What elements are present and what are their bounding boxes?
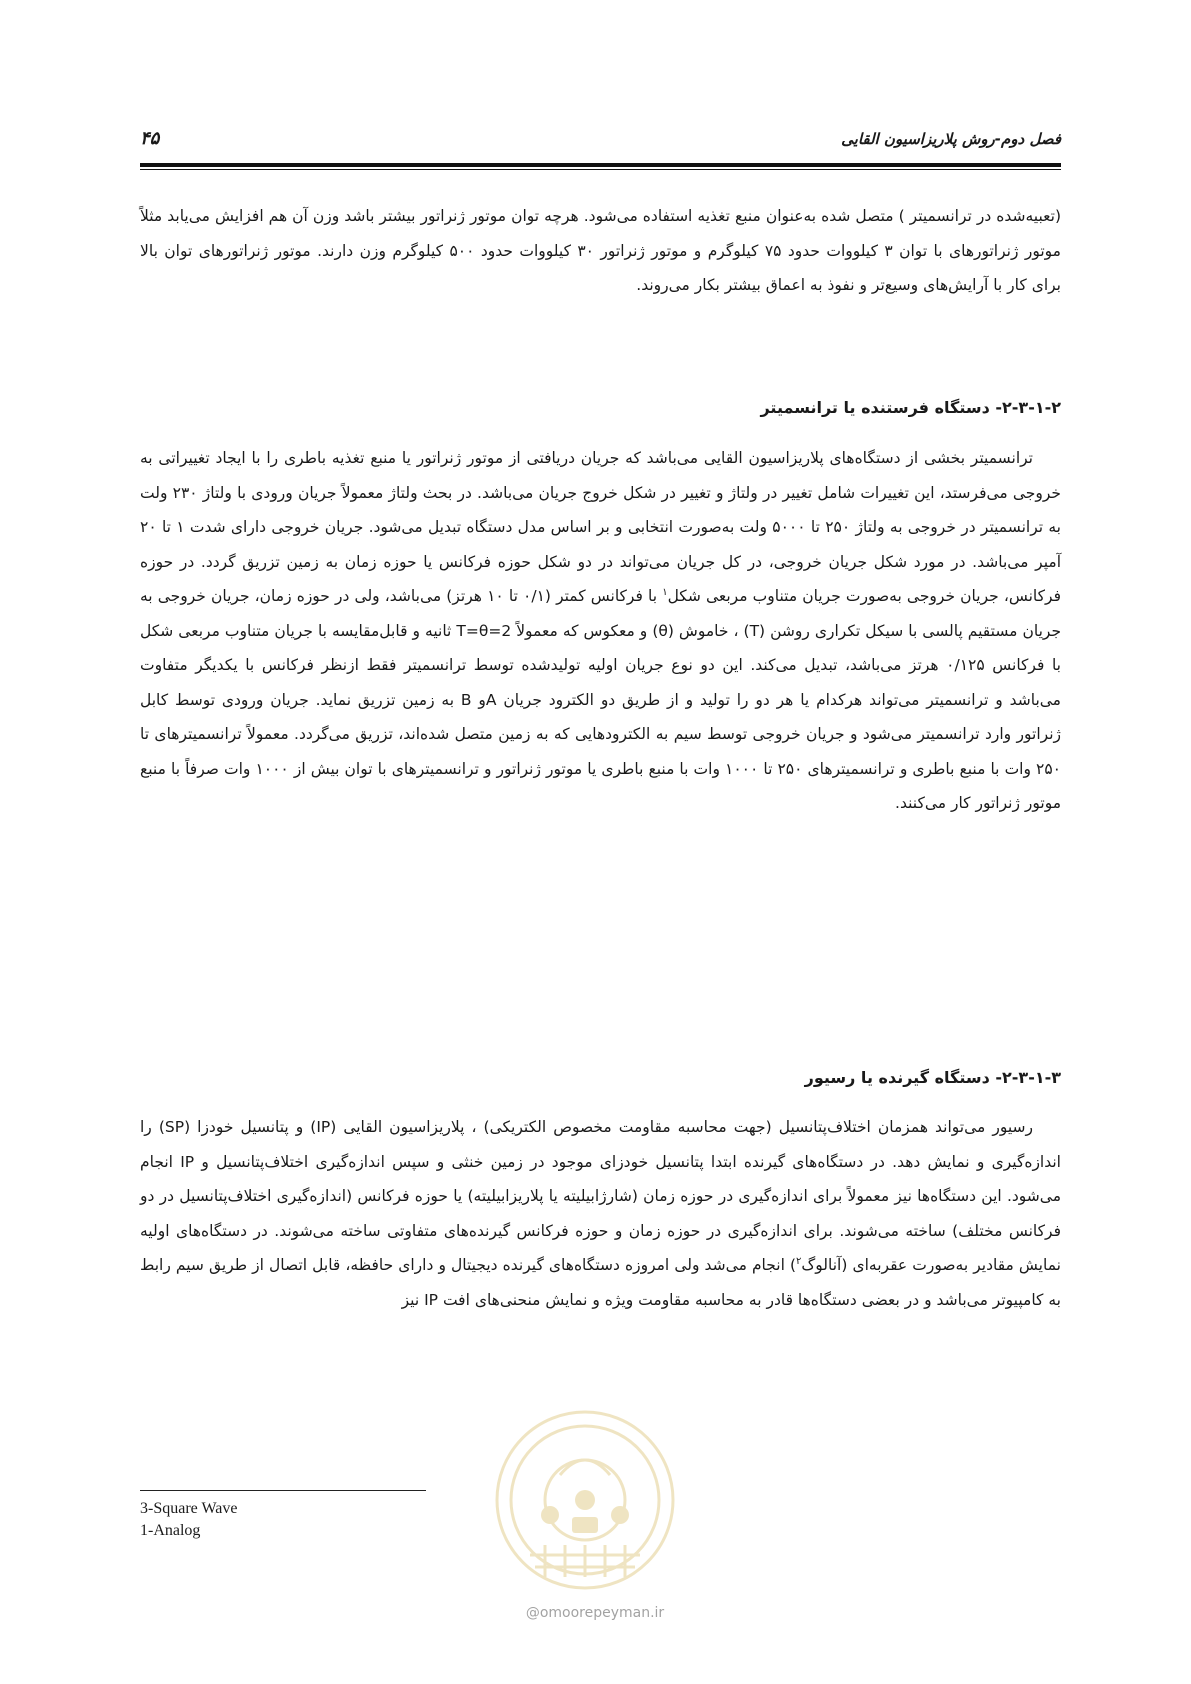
watermark-url: @omoorepeyman.ir (525, 1605, 665, 1621)
footnote-square-wave: 3-Square Wave (140, 1500, 238, 1517)
receiver-text-a: رسیور می‌تواند همزمان اختلاف‌پتانسیل (جهت محاسبه مقاومت مخصوص الکتریکی) ، پلاریزاسیون القایی (IP) و پتانسیل خودزا (SP) را اندازه‌گیری و نمایش دهد. در دستگاه‌های گیرنده ابتدا پتانسیل خودزای موجود در زمین خنثی و سپس اندازه‌گیری اختلاف‌پتانسیل و IP انجام می‌شود. این دستگاه‌ها نیز معمولاً برای اندازه‌گیری در حوزه زمان (شارژابیلیته یا پلاریزابیلیته) یا حوزه فرکانس (اندازه‌گیری اختلاف‌پتانسیل در دو فرکانس مختلف) ساخته می‌شوند. برای اندازه‌گیری در حوزه زمان و حوزه فرکانس گیرنده‌های متفاوتی ساخته می‌شوند. در دستگاه‌های اولیه نمایش مقادیر به‌صورت عقربه‌ای (آنالوگ (140, 1118, 1061, 1274)
transmitter-text-b: با فرکانس کمتر (۰/۱ تا ۱۰ هرتز) می‌باشد، ولی در حوزه زمان، جریان خروجی به جریان مستقیم پالسی با سیکل تکراری روشن (T) ، خاموش (θ) و معکوس که معمولاً T=θ=2 ثانیه و قابل‌مقایسه با جریان متناوب مربعی شکل با فرکانس ۰/۱۲۵ هرتز می‌باشد، تبدیل می‌کند. این دو نوع جریان اولیه تولیدشده توسط ترانسمیتر فقط ازنظر فرکانس با یکدیگر متفاوت می‌باشد و ترانسمیتر می‌تواند هرکدام یا هر دو را تولید و از طریق دو الکترود جریان Aو B به زمین تزریق نماید. جریان ورودی توسط کابل ژنراتور وارد ترانسمیتر می‌شود و جریان خروجی توسط سیم به الکترودهایی که به زمین متصل شده‌اند، تزریق می‌گردد. معمولاً ترانسمیترهای تا ۲۵۰ وات با منبع باطری و ترانسمیترهای ۲۵۰ تا ۱۰۰۰ وات با منبع باطری یا موتور ژنراتور و ترانسمیترهای با توان بیش از ۱۰۰۰ وات صرفاً با منبع موتور ژنراتور کار می‌کنند. (140, 587, 1062, 812)
footnote-analog: 1-Analog (140, 1522, 201, 1539)
footnote-ref-2: ۲ (796, 1255, 802, 1267)
footnotes (140, 1498, 238, 1542)
page-header (140, 128, 1061, 168)
header-rule-thick (140, 163, 1061, 167)
page-number: ۴۵ (140, 128, 160, 149)
watermark-seal-logo (490, 1405, 680, 1595)
transmitter-paragraph (140, 441, 1061, 821)
footnote-ref-1: ۱ (662, 586, 668, 598)
receiver-text-b: ) انجام می‌شد ولی امروزه دستگاه‌های گیرنده دیجیتال و دارای حافظه، قابل اتصال از طریق سیم رابط به کامپیوتر می‌باشد و در بعضی دستگاه‌ها قادر به محاسبه مقاومت ویژه و نمایش منحنی‌های افت IP نیز (140, 1256, 1061, 1309)
header-rule-thin (140, 169, 1061, 170)
chapter-title: فصل دوم-روش پلاریزاسیون القایی (841, 130, 1061, 148)
receiver-paragraph (140, 1110, 1061, 1317)
section-heading-receiver: ۲-۳-۱-۳- دستگاه گیرنده یا رسیور (804, 1068, 1061, 1087)
intro-paragraph (140, 199, 1061, 303)
transmitter-text-a: ترانسمیتر بخشی از دستگاه‌های پلاریزاسیون القایی می‌باشد که جریان دریافتی از موتور ژنراتور یا منبع تغذیه باطری را با ایجاد تغییراتی به خروجی می‌فرستد، این تغییرات شامل تغییر در ولتاژ و تغییر در شکل خروج جریان می‌باشد. در بحث ولتاژ معمولاً جریان ورودی با ولتاژ ۲۳۰ ولت به ترانسمیتر در خروجی به ولتاژ ۲۵۰ تا ۵۰۰۰ ولت به‌صورت انتخابی و بر اساس مدل دستگاه تبدیل می‌شود. جریان خروجی دارای شدت ۱ تا ۲۰ آمپر می‌باشد. در مورد شکل جریان خروجی، در کل جریان می‌تواند در دو شکل حوزه فرکانس یا حوزه زمان به زمین تزریق گردد. در حوزه فرکانس، جریان خروجی به‌صورت جریان متناوب مربعی شکل (140, 449, 1062, 605)
intro-text: (تعبیه‌شده در ترانسمیتر ) متصل شده به‌عنوان منبع تغذیه استفاده می‌شود. هرچه توان موتور ژنراتور بیشتر باشد وزن آن هم افزایش می‌یابد مثلاً موتور ژنراتورهای با توان ۳ کیلووات حدود ۷۵ کیلوگرم و موتور ژنراتور ۳۰ کیلووات حدود ۵۰۰ کیلوگرم وزن دارند. موتور ژنراتورهای توان بالا برای کار با آرایش‌های وسیع‌تر و نفوذ به اعماق بیشتر بکار می‌روند. (140, 207, 1061, 294)
section-heading-transmitter: ۲-۳-۱-۲- دستگاه فرستنده یا ترانسمیتر (760, 398, 1061, 417)
footnote-rule (140, 1490, 426, 1491)
